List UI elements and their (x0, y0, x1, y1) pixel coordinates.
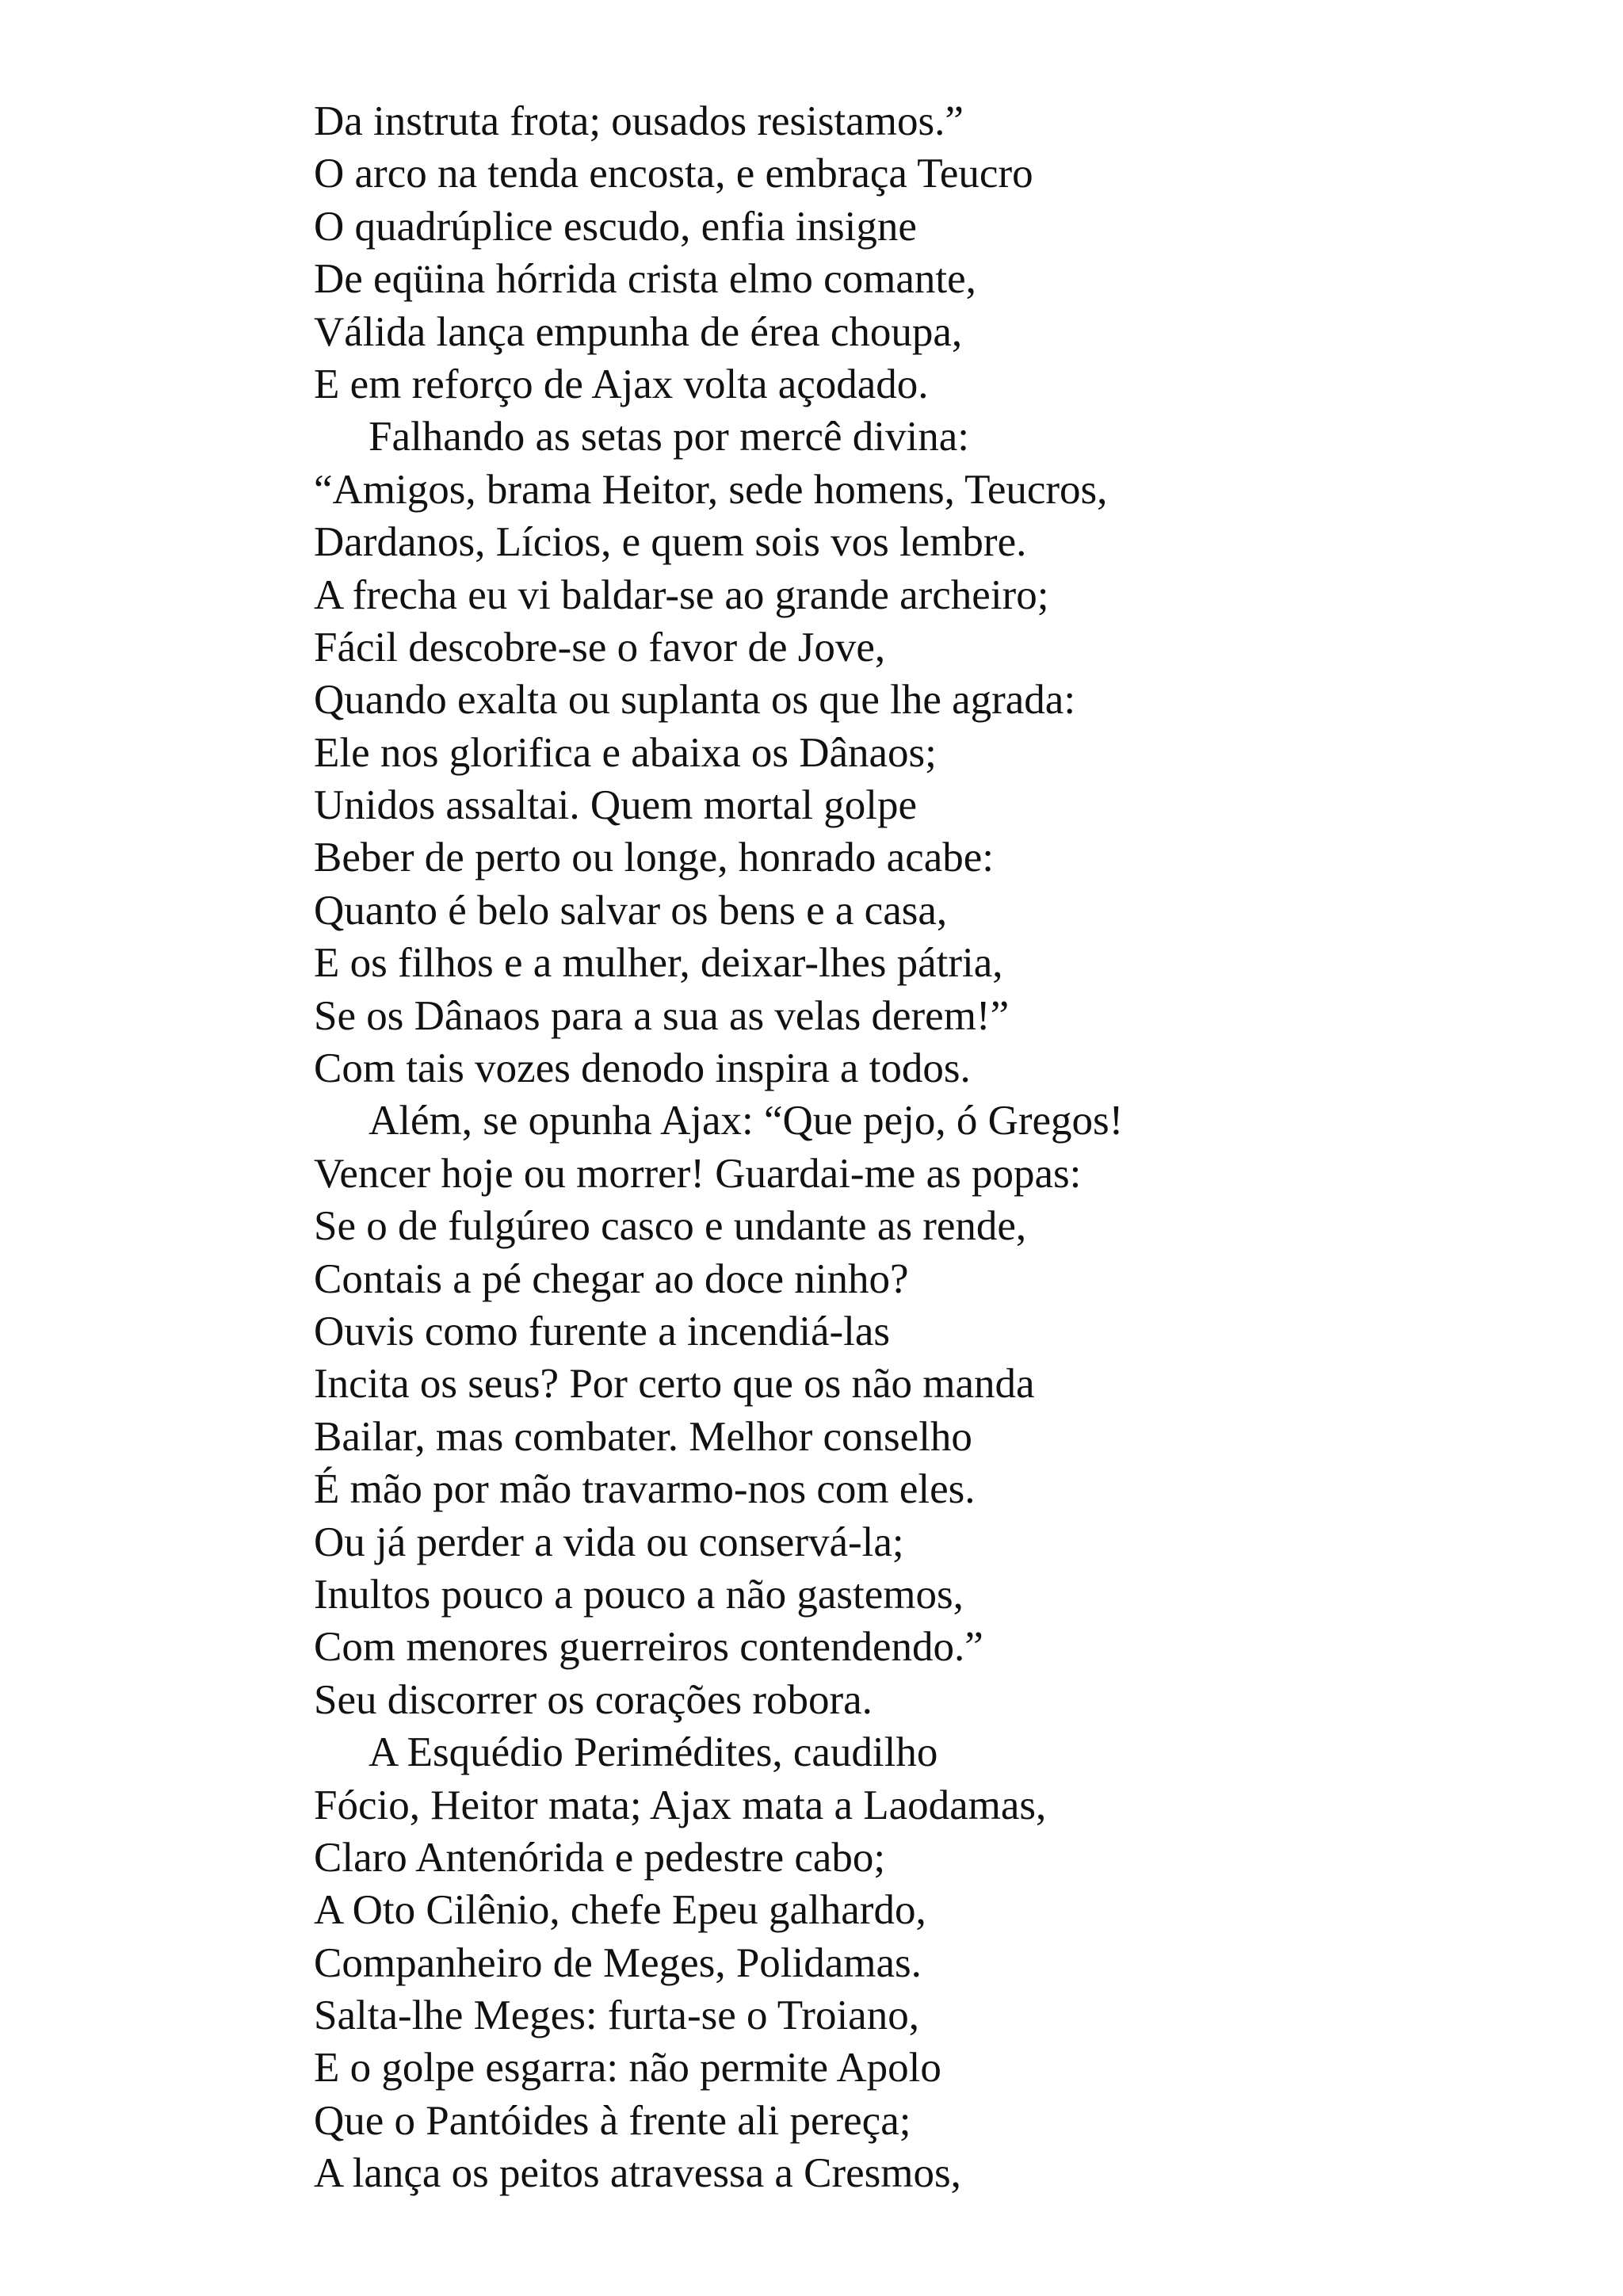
poem-line: Fácil descobre-se o favor de Jove, (314, 624, 886, 670)
poem-line: Se os Dânaos para a sua as velas derem!” (314, 992, 1010, 1039)
poem-line: Ou já perder a vida ou conservá-la; (314, 1519, 904, 1565)
poem-line: Inultos pouco a pouco a não gastemos, (314, 1571, 964, 1618)
poem-line: Quanto é belo salvar os bens e a casa, (314, 887, 948, 934)
poem-line: A Oto Cilênio, chefe Epeu galhardo, (314, 1887, 926, 1934)
poem-line: Com tais vozes denodo inspira a todos. (314, 1045, 971, 1092)
poem-line: E o golpe esgarra: não permite Apolo (314, 2045, 941, 2092)
poem-line: “Amigos, brama Heitor, sede homens, Teucros, (314, 466, 1108, 513)
poem-line: Além, se opunha Ajax: “Que pejo, ó Gregos! (369, 1098, 1124, 1144)
poem-line: Incita os seus? Por certo que os não manda (314, 1361, 1035, 1408)
poem-line: Claro Antenórida e pedestre cabo; (314, 1834, 886, 1881)
poem-line: Salta-lhe Meges: furta-se o Troiano, (314, 1992, 919, 2039)
poem-line: Válida lança empunha de érea choupa, (314, 308, 963, 355)
poem-line: Com menores guerreiros contendendo.” (314, 1624, 983, 1671)
poem-line: E os filhos e a mulher, deixar-lhes pátria, (314, 940, 1003, 987)
poem-line: Seu discorrer os corações robora. (314, 1676, 873, 1723)
poem-line: E em reforço de Ajax volta açodado. (314, 361, 929, 407)
poem-line: Beber de perto ou longe, honrado acabe: (314, 835, 994, 881)
poem-line: É mão por mão travarmo-nos com eles. (314, 1466, 976, 1513)
poem-line: Falhando as setas por mercê divina: (369, 414, 969, 460)
poem-line: O quadrúplice escudo, enfia insigne (314, 203, 917, 250)
poem-line: Dardanos, Lícios, e quem sois vos lembre. (314, 519, 1027, 566)
poem-line: Vencer hoje ou morrer! Guardai-me as popas: (314, 1150, 1082, 1197)
poem-line: A frecha eu vi baldar-se ao grande archeiro; (314, 571, 1049, 618)
poem-text (314, 95, 1582, 2200)
poem-line: Quando exalta ou suplanta os que lhe agrada: (314, 677, 1076, 724)
poem-line: Se o de fulgúreo casco e undante as rende, (314, 1203, 1027, 1250)
poem-line: Da instruta frota; ousados resistamos.” (314, 98, 964, 144)
poem-line: Ouvis como furente a incendiá-las (314, 1308, 891, 1354)
poem-line: Contais a pé chegar ao doce ninho? (314, 1255, 909, 1302)
poem-line: Ele nos glorifica e abaixa os Dânaos; (314, 729, 937, 776)
poem-line: De eqüina hórrida crista elmo comante, (314, 256, 976, 303)
poem-line: Bailar, mas combater. Melhor conselho (314, 1413, 972, 1460)
poem-line: Que o Pantóides à frente ali pereça; (314, 2097, 911, 2144)
poem-line: O arco na tenda encosta, e embraça Teucro (314, 151, 1033, 197)
poem-line: A Esquédio Perimédites, caudilho (369, 1729, 938, 1776)
poem-line: Companheiro de Meges, Polidamas. (314, 1939, 922, 1986)
poem-line: A lança os peitos atravessa a Cresmos, (314, 2150, 961, 2197)
poem-line: Unidos assaltai. Quem mortal golpe (314, 782, 917, 829)
poem-line: Fócio, Heitor mata; Ajax mata a Laodamas, (314, 1782, 1047, 1828)
